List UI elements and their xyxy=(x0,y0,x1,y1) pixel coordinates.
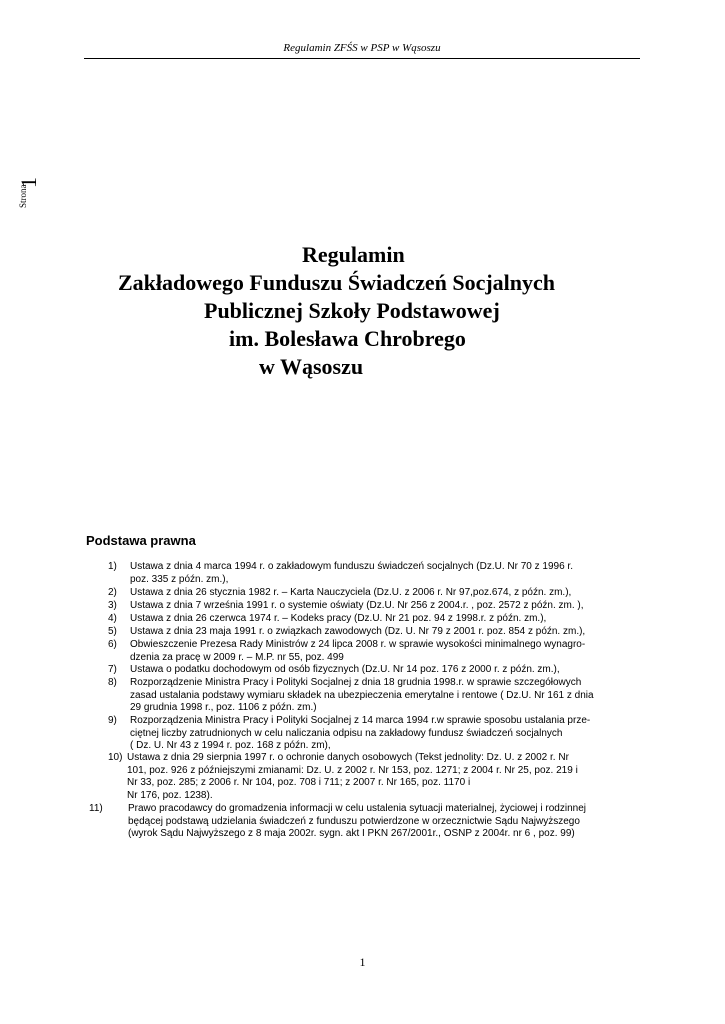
title-line-1: Regulamin xyxy=(302,242,405,267)
text-line: (wyrok Sądu Najwyższego z 8 maja 2002r. sygn. akt I PKN 267/2001r., OSNP z 2004r. nr 6 , poz. 99) xyxy=(128,828,575,839)
text-line: Rozporządzenie Ministra Pracy i Polityki Socjalnej z dnia 18 grudnia 1998.r. w sprawie szczegółowych xyxy=(130,677,582,688)
list-item-number: 5) xyxy=(108,626,117,637)
text-line: ( Dz. U. Nr 43 z 1994 r. poz. 168 z późn. zm), xyxy=(130,740,331,751)
list-item-text xyxy=(130,715,590,753)
text-line: Ustawa z dnia 23 maja 1991 r. o związkach zawodowych (Dz. U. Nr 79 z 2001 r. poz. 854 z późn. zm.), xyxy=(130,626,586,637)
list-item-number: 7) xyxy=(108,664,117,675)
text-line: poz. 335 z późn. zm.), xyxy=(130,573,229,585)
list-item-number: 8) xyxy=(108,677,117,688)
list-item-text xyxy=(130,639,585,664)
list-item-text xyxy=(130,600,584,613)
text-line: Rozporządzenia Ministra Pracy i Polityki Socjalnej z 14 marca 1994 r.w sprawie sposobu ustalania prze- xyxy=(130,715,591,726)
list-item-number: 10) xyxy=(108,752,123,763)
text-line: Ustawa z dnia 29 sierpnia 1997 r. o ochronie danych osobowych (Tekst jednolity: Dz. U. z 2002 r. Nr xyxy=(127,752,569,763)
list-item-text xyxy=(130,626,585,639)
text-line: 29 grudnia 1998 r., poz. 1106 z późn. zm.) xyxy=(130,702,317,713)
list-item-text xyxy=(130,561,573,586)
list-item-number: 3) xyxy=(108,600,117,611)
section-heading: Podstawa prawna xyxy=(86,533,196,548)
title-line-2: Zakładowego Funduszu Świadczeń Socjalnych xyxy=(118,270,556,295)
title-line-5: w Wąsoszu xyxy=(259,354,364,379)
text-line: Ustawa z dnia 4 marca 1994 r. o zakładowym funduszu świadczeń socjalnych (Dz.U. Nr 70 z 1996 r. xyxy=(130,561,573,572)
header-divider xyxy=(84,58,640,59)
list-item-text xyxy=(130,677,594,715)
page-margin-number: 1 xyxy=(16,177,41,188)
text-line: Ustawa z dnia 7 września 1991 r. o systemie oświaty (Dz.U. Nr 256 z 2004.r. , poz. 2572 z późn. zm. ), xyxy=(130,600,584,611)
list-item-number: 6) xyxy=(108,639,117,650)
text-line: Nr 33, poz. 285; z 2006 r. Nr 104, poz. 708 i 711; z 2007 r. Nr 165, poz. 1170 i xyxy=(127,777,471,788)
list-item-number: 11) xyxy=(89,803,103,814)
list-item-number: 4) xyxy=(108,613,117,624)
list-item-text xyxy=(128,803,586,841)
title-line-3: Publicznej Szkoły Podstawowej xyxy=(204,298,500,323)
text-line: Obwieszczenie Prezesa Rady Ministrów z 24 lipca 2008 r. w sprawie wysokości minimalnego wynagro- xyxy=(130,639,586,650)
list-item-number: 1) xyxy=(108,561,117,572)
text-line: Ustawa z dnia 26 stycznia 1982 r. – Karta Nauczyciela (Dz.U. z 2006 r. Nr 97,poz.674, z późn. zm.), xyxy=(130,587,572,598)
list-item-number: 2) xyxy=(108,587,117,598)
list-item-number: 9) xyxy=(108,715,117,726)
list-item-text xyxy=(130,613,546,626)
text-line: ciętnej liczby zatrudnionych w celu naliczania odpisu na zakładowy fundusz świadczeń socjalnych xyxy=(130,727,563,739)
list-item-text xyxy=(130,664,560,677)
page-number: 1 xyxy=(359,955,366,969)
text-line: dzenia za pracę w 2009 r. – M.P. nr 55, poz. 499 xyxy=(130,651,344,663)
title-line-4: im. Bolesława Chrobrego xyxy=(229,326,466,351)
list-item-text xyxy=(130,587,571,600)
text-line: Prawo pracodawcy do gromadzenia informacji w celu ustalenia sytuacji materialnej, życiowej i rodzinnej xyxy=(128,803,586,814)
page-margin-label xyxy=(18,160,42,210)
header-title: Regulamin ZFŚS w PSP w Wąsoszu xyxy=(283,42,441,54)
text-line: Ustawa z dnia 26 czerwca 1974 r. – Kodeks pracy (Dz.U. Nr 21 poz. 94 z 1998.r. z późn. zm.), xyxy=(130,613,547,624)
text-line: Nr 176, poz. 1238). xyxy=(127,789,213,801)
text-line: będącej podstawą udzielania świadczeń z funduszu potwierdzone w orzecznictwie Sądu Najwyższego xyxy=(128,815,580,827)
list-item-text xyxy=(127,752,578,802)
text-line: Ustawa o podatku dochodowym od osób fizycznych (Dz.U. Nr 14 poz. 176 z 2000 r. z późn. zm.), xyxy=(130,664,560,675)
page-word: Strona xyxy=(18,184,28,208)
text-line: 101, poz. 926 z późniejszymi zmianami: Dz. U. z 2002 r. Nr 153, poz. 1271; z 2004 r. Nr 25, poz. 219 i xyxy=(127,764,578,776)
text-line: zasad ustalania podstawy wymiaru składek na ubezpieczenia emerytalne i rentowe ( Dz.U. Nr 161 z dnia xyxy=(130,689,594,701)
